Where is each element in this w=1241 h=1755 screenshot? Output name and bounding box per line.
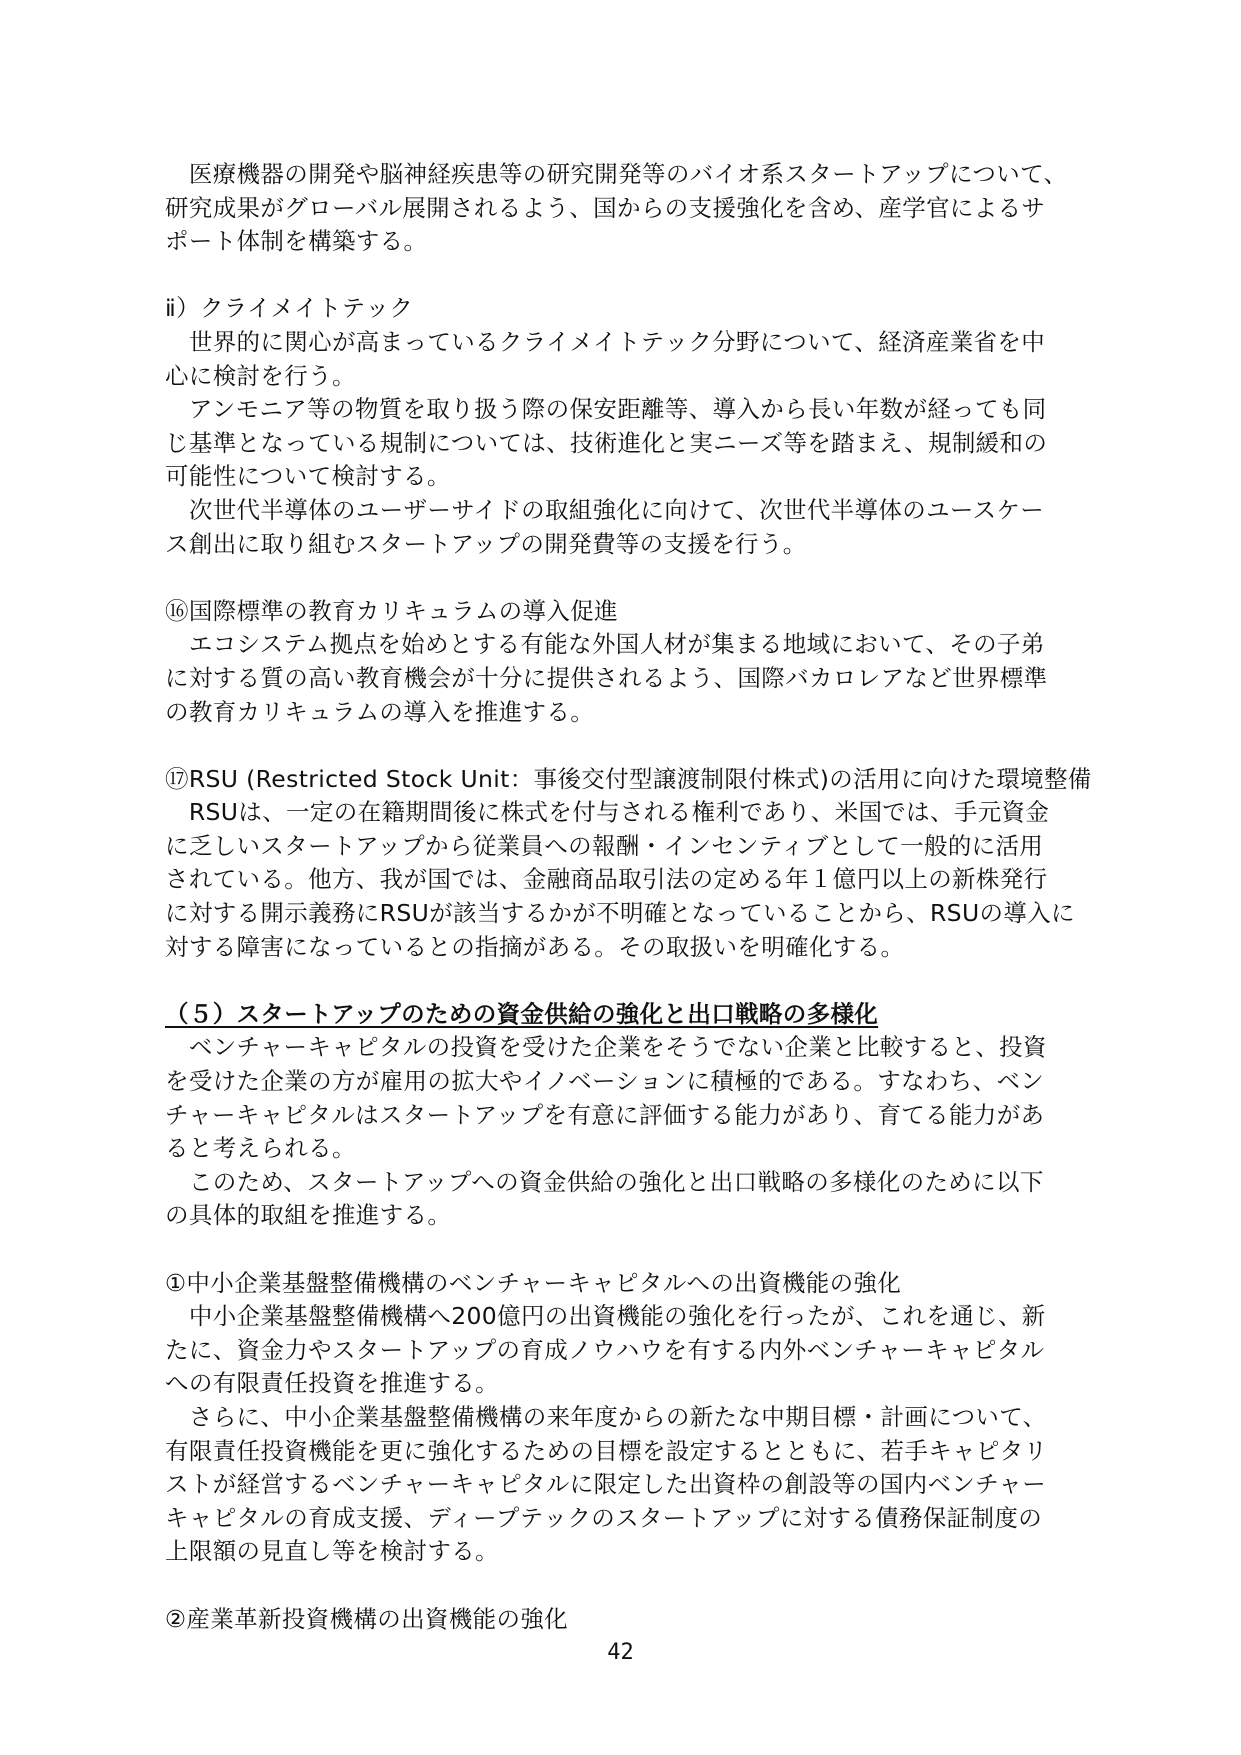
body-line: ポート体制を構築する。 xyxy=(165,227,428,256)
body-line: ると考えられる。 xyxy=(165,1134,356,1163)
body-line: への有限責任投資を推進する。 xyxy=(165,1369,499,1398)
body-line: 世界的に関心が高まっているクライメイトテック分野について、経済産業省を中 xyxy=(165,327,1046,356)
body-line: ス創出に取り組むスタートアップの開発費等の支援を行う。 xyxy=(165,529,807,558)
blank-line xyxy=(165,729,1100,763)
body-line: 研究成果がグローバル展開されるよう、国からの支援強化を含め、産学官によるサ xyxy=(165,193,1046,222)
blank-line xyxy=(165,1233,1100,1267)
body-line: チャーキャピタルはスタートアップを有意に評価する能力があり、育てる能力があ xyxy=(165,1100,1045,1129)
body-line: たに、資金力やスタートアップの育成ノウハウを有する内外ベンチャーキャピタル xyxy=(165,1335,1045,1364)
item-heading-17: ⑰RSU (Restricted Stock Unit：事後交付型譲渡制限付株式)の活用に向けた環境整備 xyxy=(165,764,1092,793)
body-line: に乏しいスタートアップから従業員への報酬・インセンティブとして一般的に活用 xyxy=(165,831,1044,860)
body-line: 対する障害になっているとの指摘がある。その取扱いを明確化する。 xyxy=(165,932,905,961)
body-line: 上限額の見直し等を検討する。 xyxy=(165,1537,499,1566)
body-line: さらに、中小企業基盤整備機構の来年度からの新たな中期目標・計画について、 xyxy=(165,1402,1047,1431)
body-line: の教育カリキュラムの導入を推進する。 xyxy=(165,697,595,726)
blank-line xyxy=(165,964,1100,998)
document-body xyxy=(165,158,1100,1636)
body-line: 可能性について検討する。 xyxy=(165,462,451,491)
item-heading-2: ②産業革新投資機構の出資機能の強化 xyxy=(165,1604,569,1633)
body-line: 医療機器の開発や脳神経疾患等の研究開発等のバイオ系スタートアップについて、 xyxy=(165,160,1068,188)
body-line: このため、スタートアップへの資金供給の強化と出口戦略の多様化のために以下 xyxy=(165,1167,1044,1196)
body-line: されている。他方、我が国では、金融商品取引法の定める年１億円以上の新株発行 xyxy=(165,865,1048,894)
body-line: 次世代半導体のユーザーサイドの取組強化に向けて、次世代半導体のユースケー xyxy=(165,495,1045,524)
body-line: に対する開示義務にRSUが該当するかが不明確となっていることから、RSUの導入に xyxy=(165,899,1075,928)
body-line: を受けた企業の方が雇用の拡大やイノベーションに積極的である。すなわち、ベン xyxy=(165,1067,1045,1096)
body-line: ベンチャーキャピタルの投資を受けた企業をそうでない企業と比較すると、投資 xyxy=(165,1033,1047,1062)
body-line: アンモニア等の物質を取り扱う際の保安距離等、導入から長い年数が経っても同 xyxy=(165,395,1047,424)
blank-line xyxy=(165,561,1100,595)
subsection-heading-climatetech: ⅱ）クライメイトテック xyxy=(165,294,414,323)
body-line: キャピタルの育成支援、ディープテックのスタートアップに対する債務保証制度の xyxy=(165,1503,1043,1532)
body-line: エコシステム拠点を始めとする有能な外国人材が集まる地域において、その子弟 xyxy=(165,630,1045,659)
body-line: 心に検討を行う。 xyxy=(165,361,356,390)
body-line: に対する質の高い教育機会が十分に提供されるよう、国際バカロレアなど世界標準 xyxy=(165,663,1048,692)
body-line: の具体的取組を推進する。 xyxy=(165,1201,452,1230)
body-line: ストが経営するベンチャーキャピタルに限定した出資枠の創設等の国内ベンチャー xyxy=(165,1470,1047,1499)
body-line: RSUは、一定の在籍期間後に株式を付与される権利であり、米国では、手元資金 xyxy=(165,798,1050,827)
blank-line xyxy=(165,1569,1100,1603)
section-heading-5: （５）スタートアップのための資金供給の強化と出口戦略の多様化 xyxy=(165,999,879,1028)
page-number: 42 xyxy=(607,1640,634,1665)
body-line: 中小企業基盤整備機構へ200億円の出資機能の強化を行ったが、これを通じ、新 xyxy=(165,1302,1046,1331)
item-heading-16: ⑯国際標準の教育カリキュラムの導入促進 xyxy=(165,596,618,625)
body-line: じ基準となっている規制については、技術進化と実ニーズ等を踏まえ、規制緩和の xyxy=(165,428,1048,457)
body-line: 有限責任投資機能を更に強化するための目標を設定するとともに、若手キャピタリ xyxy=(165,1436,1048,1465)
blank-line xyxy=(165,259,1100,293)
item-heading-1: ①中小企業基盤整備機構のベンチャーキャピタルへの出資機能の強化 xyxy=(165,1268,902,1297)
